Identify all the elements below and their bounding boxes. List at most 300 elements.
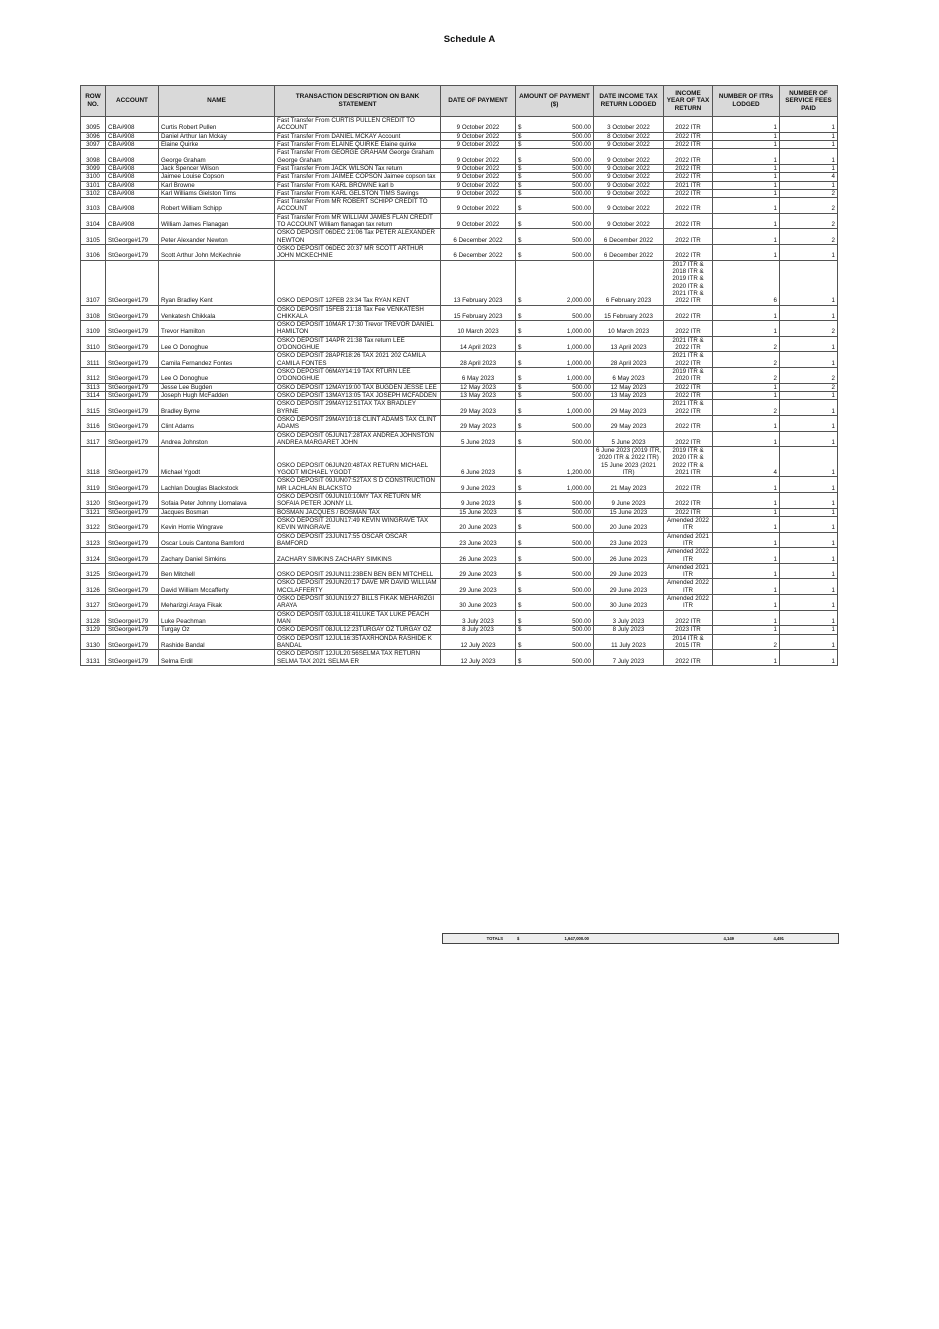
date-lodged-cell: 13 May 2023 bbox=[594, 391, 664, 399]
row-number-cell: 3103 bbox=[81, 198, 106, 214]
account-cell: StGeorge#179 bbox=[106, 305, 159, 321]
amount-value: 500.00 bbox=[572, 423, 591, 431]
currency-symbol: $ bbox=[518, 383, 522, 391]
amount-cell bbox=[516, 132, 594, 140]
income-year-cell: 2022 ITR bbox=[664, 149, 713, 165]
itrs-lodged-cell: 4 bbox=[713, 447, 780, 477]
description-cell: Fast Transfer From MR ROBERT SCHIPP CREDIT TO ACCOUNT bbox=[275, 198, 441, 214]
date-of-payment-cell: 12 May 2023 bbox=[441, 383, 516, 391]
name-cell: Oscar Louis Cantona Bamford bbox=[159, 532, 275, 548]
description-cell: OSKO DEPOSIT 29JUN20:17 DAVE MR DAVID WILLIAM MCCLAFFERTY bbox=[275, 579, 441, 595]
currency-symbol: $ bbox=[518, 602, 522, 610]
service-fees-cell: 1 bbox=[780, 493, 838, 509]
account-cell: StGeorge#179 bbox=[106, 447, 159, 477]
amount-cell bbox=[516, 400, 594, 416]
itrs-lodged-cell: 1 bbox=[713, 508, 780, 516]
service-fees-cell: 1 bbox=[780, 508, 838, 516]
row-number-cell: 3121 bbox=[81, 508, 106, 516]
currency-symbol: $ bbox=[518, 555, 522, 563]
income-year-cell: 2022 ITR bbox=[664, 140, 713, 148]
table-row bbox=[81, 305, 838, 321]
row-number-cell: 3125 bbox=[81, 563, 106, 579]
date-lodged-cell: 20 June 2023 bbox=[594, 516, 664, 532]
income-year-cell: 2022 ITR bbox=[664, 117, 713, 133]
table-row bbox=[81, 431, 838, 447]
date-lodged-cell: 9 October 2022 bbox=[594, 198, 664, 214]
date-of-payment-cell: 15 February 2023 bbox=[441, 305, 516, 321]
row-number-cell: 3113 bbox=[81, 383, 106, 391]
amount-value: 1,000.00 bbox=[566, 328, 591, 336]
amount-value: 500.00 bbox=[572, 539, 591, 547]
service-fees-cell: 1 bbox=[780, 516, 838, 532]
date-of-payment-cell: 9 October 2022 bbox=[441, 140, 516, 148]
amount-value: 1,000.00 bbox=[566, 375, 591, 383]
income-year-cell: Amended 2021 ITR bbox=[664, 563, 713, 579]
table-row bbox=[81, 213, 838, 229]
description-cell: OSKO DEPOSIT 23JUN17:55 OSCAR OSCAR BAMFORD bbox=[275, 532, 441, 548]
currency-symbol: $ bbox=[518, 132, 522, 140]
currency-symbol: $ bbox=[518, 539, 522, 547]
income-year-cell: 2021 ITR bbox=[664, 181, 713, 189]
account-cell: CBA#908 bbox=[106, 181, 159, 189]
description-cell: OSKO DEPOSIT 06DEC 21:06 Tax PETER ALEXANDER NEWTON bbox=[275, 229, 441, 245]
date-of-payment-cell: 28 April 2023 bbox=[441, 352, 516, 368]
totals-label: TOTALS bbox=[486, 936, 503, 941]
itrs-lodged-cell: 1 bbox=[713, 391, 780, 399]
row-number-cell: 3106 bbox=[81, 245, 106, 261]
name-cell: Peter Alexander Newton bbox=[159, 229, 275, 245]
date-of-payment-cell: 9 June 2023 bbox=[441, 493, 516, 509]
table-row bbox=[81, 181, 838, 189]
amount-value: 2,000.00 bbox=[566, 297, 591, 305]
row-number-cell: 3110 bbox=[81, 336, 106, 352]
amount-cell bbox=[516, 548, 594, 564]
amount-value: 500.00 bbox=[572, 124, 591, 132]
col-header-row-no[interactable]: ROW NO. bbox=[81, 86, 106, 117]
table-row bbox=[81, 532, 838, 548]
currency-symbol: $ bbox=[518, 181, 522, 189]
date-lodged-cell: 29 May 2023 bbox=[594, 415, 664, 431]
description-cell: OSKO DEPOSIT 28APR18:26 TAX 2021 202 CAMILA CAMILA FONTES bbox=[275, 352, 441, 368]
itrs-lodged-cell: 1 bbox=[713, 431, 780, 447]
amount-cell bbox=[516, 336, 594, 352]
description-cell: Fast Transfer From KARL GELSTON TIMS Savings bbox=[275, 189, 441, 197]
itrs-lodged-cell: 1 bbox=[713, 189, 780, 197]
row-number-cell: 3102 bbox=[81, 189, 106, 197]
table-row bbox=[81, 229, 838, 245]
row-number-cell: 3098 bbox=[81, 149, 106, 165]
service-fees-cell: 1 bbox=[780, 305, 838, 321]
description-cell: OSKO DEPOSIT 29MAY12:51TAX TAX BRADLEY BYRNE bbox=[275, 400, 441, 416]
amount-cell bbox=[516, 213, 594, 229]
currency-symbol: $ bbox=[518, 189, 522, 197]
row-number-cell: 3109 bbox=[81, 321, 106, 337]
date-lodged-cell: 26 June 2023 bbox=[594, 548, 664, 564]
account-cell: StGeorge#179 bbox=[106, 383, 159, 391]
name-cell: Venkatesh Chikkala bbox=[159, 305, 275, 321]
table-row bbox=[81, 579, 838, 595]
date-lodged-cell: 15 June 2023 bbox=[594, 508, 664, 516]
amount-cell bbox=[516, 650, 594, 666]
currency-symbol: $ bbox=[518, 524, 522, 532]
name-cell: Robert William Schipp bbox=[159, 198, 275, 214]
name-cell: Daniel Arthur Ian Mckay bbox=[159, 132, 275, 140]
table-row bbox=[81, 173, 838, 181]
currency-symbol: $ bbox=[518, 252, 522, 260]
income-year-cell: 2022 ITR bbox=[664, 321, 713, 337]
description-cell: OSKO DEPOSIT 30JUN19:27 BILLS FIKAK MEHARIZGI ARAYA bbox=[275, 595, 441, 611]
description-cell: OSKO DEPOSIT 06JUN20:48TAX RETURN MICHAEL YGODT MICHAEL YGODT bbox=[275, 447, 441, 477]
income-year-cell: 2019 ITR & 2020 ITR & 2022 ITR & 2021 ITR bbox=[664, 447, 713, 477]
row-number-cell: 3120 bbox=[81, 493, 106, 509]
income-year-cell: 2022 ITR bbox=[664, 173, 713, 181]
row-number-cell: 3124 bbox=[81, 548, 106, 564]
date-lodged-cell: 28 April 2023 bbox=[594, 352, 664, 368]
amount-cell bbox=[516, 181, 594, 189]
totals-bar bbox=[442, 933, 839, 944]
account-cell: StGeorge#179 bbox=[106, 415, 159, 431]
name-cell: Clint Adams bbox=[159, 415, 275, 431]
currency-symbol: $ bbox=[518, 508, 522, 516]
page-title: Schedule A bbox=[443, 34, 496, 45]
account-cell: StGeorge#179 bbox=[106, 431, 159, 447]
date-of-payment-cell: 20 June 2023 bbox=[441, 516, 516, 532]
description-cell: OSKO DEPOSIT 05JUN17:28TAX ANDREA JOHNSTON ANDREA MARGARET JOHN bbox=[275, 431, 441, 447]
col-header-description[interactable]: TRANSACTION DESCRIPTION ON BANK STATEMENT bbox=[275, 86, 441, 117]
row-number-cell: 3112 bbox=[81, 368, 106, 384]
date-of-payment-cell: 6 December 2022 bbox=[441, 229, 516, 245]
row-number-cell: 3127 bbox=[81, 595, 106, 611]
row-number-cell: 3114 bbox=[81, 391, 106, 399]
name-cell: Curtis Robert Pullen bbox=[159, 117, 275, 133]
service-fees-cell: 2 bbox=[780, 198, 838, 214]
col-header-number-fees[interactable]: NUMBER OF SERVICE FEES PAID bbox=[780, 86, 838, 117]
account-cell: StGeorge#179 bbox=[106, 229, 159, 245]
row-number-cell: 3128 bbox=[81, 610, 106, 626]
account-cell: CBA#908 bbox=[106, 117, 159, 133]
date-lodged-cell: 10 March 2023 bbox=[594, 321, 664, 337]
income-year-cell: Amended 2021 ITR bbox=[664, 532, 713, 548]
date-lodged-cell: 9 October 2022 bbox=[594, 173, 664, 181]
income-year-cell: 2021 ITR & 2022 ITR bbox=[664, 352, 713, 368]
name-cell: Jack Spencer Wilson bbox=[159, 164, 275, 172]
itrs-lodged-cell: 2 bbox=[713, 634, 780, 650]
description-cell: OSKO DEPOSIT 10MAR 17:30 Trevor TREVOR DANIEL HAMILTON bbox=[275, 321, 441, 337]
date-of-payment-cell: 9 June 2023 bbox=[441, 477, 516, 493]
itrs-lodged-cell: 1 bbox=[713, 595, 780, 611]
row-number-cell: 3118 bbox=[81, 447, 106, 477]
income-year-cell: Amended 2022 ITR bbox=[664, 595, 713, 611]
date-lodged-cell: 29 May 2023 bbox=[594, 400, 664, 416]
table-row bbox=[81, 321, 838, 337]
itrs-lodged-cell: 1 bbox=[713, 532, 780, 548]
itrs-lodged-cell: 1 bbox=[713, 245, 780, 261]
col-header-name[interactable]: NAME bbox=[159, 86, 275, 117]
itrs-lodged-cell: 1 bbox=[713, 140, 780, 148]
date-lodged-cell: 11 July 2023 bbox=[594, 634, 664, 650]
row-number-cell: 3131 bbox=[81, 650, 106, 666]
description-cell: Fast Transfer From ELAINE QUIRKE Elaine quirke bbox=[275, 140, 441, 148]
table-row bbox=[81, 548, 838, 564]
service-fees-cell: 1 bbox=[780, 563, 838, 579]
name-cell: Scott Arthur John McKechnie bbox=[159, 245, 275, 261]
itrs-lodged-cell: 1 bbox=[713, 149, 780, 165]
account-cell: StGeorge#179 bbox=[106, 579, 159, 595]
name-cell: Lee O Donoghue bbox=[159, 336, 275, 352]
service-fees-cell: 4 bbox=[780, 173, 838, 181]
account-cell: StGeorge#179 bbox=[106, 352, 159, 368]
itrs-lodged-cell: 2 bbox=[713, 352, 780, 368]
service-fees-cell: 2 bbox=[780, 368, 838, 384]
income-year-cell: 2022 ITR bbox=[664, 245, 713, 261]
service-fees-cell: 1 bbox=[780, 579, 838, 595]
itrs-lodged-cell: 1 bbox=[713, 198, 780, 214]
amount-cell bbox=[516, 383, 594, 391]
amount-value: 500.00 bbox=[572, 571, 591, 579]
account-cell: CBA#908 bbox=[106, 189, 159, 197]
income-year-cell: 2022 ITR bbox=[664, 650, 713, 666]
service-fees-cell: 1 bbox=[780, 415, 838, 431]
table-row bbox=[81, 634, 838, 650]
description-cell: OSKO DEPOSIT 12FEB 23:34 Tax RYAN KENT bbox=[275, 260, 441, 305]
date-of-payment-cell: 15 June 2023 bbox=[441, 508, 516, 516]
date-lodged-cell: 6 December 2022 bbox=[594, 245, 664, 261]
totals-currency: $ bbox=[517, 936, 520, 941]
amount-value: 1,000.00 bbox=[566, 359, 591, 367]
date-of-payment-cell: 29 May 2023 bbox=[441, 400, 516, 416]
service-fees-cell: 1 bbox=[780, 610, 838, 626]
itrs-lodged-cell: 1 bbox=[713, 650, 780, 666]
income-year-cell: 2022 ITR bbox=[664, 132, 713, 140]
amount-cell bbox=[516, 493, 594, 509]
amount-value: 500.00 bbox=[572, 657, 591, 665]
amount-value: 1,200.00 bbox=[566, 469, 591, 477]
income-year-cell: 2022 ITR bbox=[664, 493, 713, 509]
col-header-number-itrs[interactable]: NUMBER OF ITRs LODGED bbox=[713, 86, 780, 117]
table-header-row bbox=[81, 86, 838, 117]
income-year-cell: 2022 ITR bbox=[664, 198, 713, 214]
name-cell: Kevin Horrie Wingrave bbox=[159, 516, 275, 532]
currency-symbol: $ bbox=[518, 164, 522, 172]
amount-cell bbox=[516, 516, 594, 532]
row-number-cell: 3101 bbox=[81, 181, 106, 189]
service-fees-cell: 2 bbox=[780, 321, 838, 337]
itrs-lodged-cell: 1 bbox=[713, 213, 780, 229]
currency-symbol: $ bbox=[518, 344, 522, 352]
description-cell: Fast Transfer From KARL BROWNE karl b bbox=[275, 181, 441, 189]
itrs-lodged-cell: 1 bbox=[713, 493, 780, 509]
totals-itrs: 4,149 bbox=[723, 936, 734, 941]
row-number-cell: 3104 bbox=[81, 213, 106, 229]
date-lodged-cell: 9 June 2023 bbox=[594, 493, 664, 509]
account-cell: StGeorge#179 bbox=[106, 634, 159, 650]
currency-symbol: $ bbox=[518, 156, 522, 164]
col-header-amount[interactable]: AMOUNT OF PAYMENT ($) bbox=[516, 86, 594, 117]
name-cell: Michael Ygodt bbox=[159, 447, 275, 477]
description-cell: OSKO DEPOSIT 09JUN07:52TAX S D CONSTRUCTION MR LACHLAN BLACKSTO bbox=[275, 477, 441, 493]
description-cell: OSKO DEPOSIT 12JUL16:35TAXRHONDA RASHIDE K BANDAL bbox=[275, 634, 441, 650]
account-cell: StGeorge#179 bbox=[106, 532, 159, 548]
date-of-payment-cell: 9 October 2022 bbox=[441, 132, 516, 140]
amount-cell bbox=[516, 532, 594, 548]
income-year-cell: 2022 ITR bbox=[664, 305, 713, 321]
amount-value: 500.00 bbox=[572, 252, 591, 260]
service-fees-cell: 1 bbox=[780, 140, 838, 148]
currency-symbol: $ bbox=[518, 423, 522, 431]
income-year-cell: Amended 2022 ITR bbox=[664, 579, 713, 595]
currency-symbol: $ bbox=[518, 586, 522, 594]
name-cell: Zachary Daniel Simkins bbox=[159, 548, 275, 564]
amount-value: 500.00 bbox=[572, 555, 591, 563]
itrs-lodged-cell: 1 bbox=[713, 321, 780, 337]
date-lodged-cell: 9 October 2022 bbox=[594, 189, 664, 197]
name-cell: Selma Erdil bbox=[159, 650, 275, 666]
amount-cell bbox=[516, 508, 594, 516]
itrs-lodged-cell: 2 bbox=[713, 368, 780, 384]
amount-value: 500.00 bbox=[572, 221, 591, 229]
table-row bbox=[81, 595, 838, 611]
date-of-payment-cell: 8 July 2023 bbox=[441, 626, 516, 634]
description-cell: Fast Transfer From DANIEL MCKAY Account bbox=[275, 132, 441, 140]
amount-cell bbox=[516, 305, 594, 321]
service-fees-cell: 1 bbox=[780, 431, 838, 447]
currency-symbol: $ bbox=[518, 375, 522, 383]
amount-cell bbox=[516, 140, 594, 148]
amount-value: 1,000.00 bbox=[566, 344, 591, 352]
table-row bbox=[81, 626, 838, 634]
account-cell: StGeorge#179 bbox=[106, 595, 159, 611]
description-cell: OSKO DEPOSIT 09JUN10:10MY TAX RETURN MR SOFAIA PETER JONNY LL bbox=[275, 493, 441, 509]
description-cell: Fast Transfer From GEORGE GRAHAM George Graham George Graham bbox=[275, 149, 441, 165]
itrs-lodged-cell: 1 bbox=[713, 477, 780, 493]
itrs-lodged-cell: 1 bbox=[713, 415, 780, 431]
itrs-lodged-cell: 1 bbox=[713, 626, 780, 634]
account-cell: CBA#908 bbox=[106, 132, 159, 140]
currency-symbol: $ bbox=[518, 500, 522, 508]
table-row bbox=[81, 149, 838, 165]
date-of-payment-cell: 9 October 2022 bbox=[441, 149, 516, 165]
amount-cell bbox=[516, 164, 594, 172]
currency-symbol: $ bbox=[518, 124, 522, 132]
income-year-cell: 2021 ITR & 2022 ITR bbox=[664, 336, 713, 352]
table-row bbox=[81, 415, 838, 431]
table-row bbox=[81, 117, 838, 133]
date-lodged-cell: 8 October 2022 bbox=[594, 132, 664, 140]
row-number-cell: 3129 bbox=[81, 626, 106, 634]
amount-value: 500.00 bbox=[572, 626, 591, 634]
name-cell: Ben Mitchell bbox=[159, 563, 275, 579]
currency-symbol: $ bbox=[518, 484, 522, 492]
amount-value: 500.00 bbox=[572, 189, 591, 197]
currency-symbol: $ bbox=[518, 236, 522, 244]
service-fees-cell: 1 bbox=[780, 626, 838, 634]
income-year-cell: 2022 ITR bbox=[664, 508, 713, 516]
date-of-payment-cell: 29 May 2023 bbox=[441, 415, 516, 431]
service-fees-cell: 2 bbox=[780, 213, 838, 229]
amount-value: 500.00 bbox=[572, 586, 591, 594]
description-cell: OSKO DEPOSIT 14APR 21:38 Tax return LEE O'DONOGHUE bbox=[275, 336, 441, 352]
description-cell: OSKO DEPOSIT 06DEC 20:37 MR SCOTT ARTHUR JOHN MCKECHNIE bbox=[275, 245, 441, 261]
date-of-payment-cell: 26 June 2023 bbox=[441, 548, 516, 564]
itrs-lodged-cell: 1 bbox=[713, 229, 780, 245]
currency-symbol: $ bbox=[518, 205, 522, 213]
itrs-lodged-cell: 2 bbox=[713, 400, 780, 416]
col-header-date-of-payment[interactable]: DATE OF PAYMENT bbox=[441, 86, 516, 117]
amount-cell bbox=[516, 579, 594, 595]
currency-symbol: $ bbox=[518, 312, 522, 320]
date-of-payment-cell: 9 October 2022 bbox=[441, 213, 516, 229]
col-header-date-lodged[interactable]: DATE INCOME TAX RETURN LODGED bbox=[594, 86, 664, 117]
col-header-account[interactable]: ACCOUNT bbox=[106, 86, 159, 117]
income-year-cell: 2014 ITR & 2015 ITR bbox=[664, 634, 713, 650]
amount-value: 500.00 bbox=[572, 164, 591, 172]
account-cell: CBA#908 bbox=[106, 173, 159, 181]
amount-value: 500.00 bbox=[572, 140, 591, 148]
account-cell: StGeorge#179 bbox=[106, 260, 159, 305]
income-year-cell: Amended 2022 ITR bbox=[664, 548, 713, 564]
itrs-lodged-cell: 1 bbox=[713, 173, 780, 181]
itrs-lodged-cell: 2 bbox=[713, 336, 780, 352]
service-fees-cell: 1 bbox=[780, 181, 838, 189]
date-lodged-cell: 30 June 2023 bbox=[594, 595, 664, 611]
amount-value: 500.00 bbox=[572, 181, 591, 189]
row-number-cell: 3117 bbox=[81, 431, 106, 447]
name-cell: Camila Fernandez Fontes bbox=[159, 352, 275, 368]
date-of-payment-cell: 9 October 2022 bbox=[441, 164, 516, 172]
amount-cell bbox=[516, 260, 594, 305]
table-row bbox=[81, 400, 838, 416]
date-lodged-cell: 9 October 2022 bbox=[594, 140, 664, 148]
table-row bbox=[81, 508, 838, 516]
name-cell: Luke Peachman bbox=[159, 610, 275, 626]
currency-symbol: $ bbox=[518, 391, 522, 399]
date-of-payment-cell: 9 October 2022 bbox=[441, 189, 516, 197]
description-cell: OSKO DEPOSIT 20JUN17:49 KEVIN WINGRAVE TAX KEVIN WINGRAVE bbox=[275, 516, 441, 532]
service-fees-cell: 1 bbox=[780, 477, 838, 493]
account-cell: StGeorge#179 bbox=[106, 493, 159, 509]
table-row bbox=[81, 198, 838, 214]
description-cell: OSKO DEPOSIT 03JUL18:41LUKE TAX LUKE PEACH MAN bbox=[275, 610, 441, 626]
date-of-payment-cell: 14 April 2023 bbox=[441, 336, 516, 352]
account-cell: CBA#908 bbox=[106, 164, 159, 172]
table-row bbox=[81, 610, 838, 626]
account-cell: StGeorge#179 bbox=[106, 508, 159, 516]
name-cell: Bradley Byrne bbox=[159, 400, 275, 416]
row-number-cell: 3100 bbox=[81, 173, 106, 181]
income-year-cell: 2017 ITR & 2018 ITR & 2019 ITR & 2020 ITR & 2021 ITR & 2022 ITR bbox=[664, 260, 713, 305]
date-of-payment-cell: 12 July 2023 bbox=[441, 634, 516, 650]
service-fees-cell: 1 bbox=[780, 245, 838, 261]
date-lodged-cell: 9 October 2022 bbox=[594, 149, 664, 165]
description-cell: OSKO DEPOSIT 06MAY14:19 TAX RTURN LEE O'DONOGHUE bbox=[275, 368, 441, 384]
table-row bbox=[81, 189, 838, 197]
name-cell: Sofaia Peter Johnny Llomalava bbox=[159, 493, 275, 509]
date-of-payment-cell: 9 October 2022 bbox=[441, 198, 516, 214]
amount-cell bbox=[516, 634, 594, 650]
table-row bbox=[81, 493, 838, 509]
table-row bbox=[81, 132, 838, 140]
service-fees-cell: 2 bbox=[780, 383, 838, 391]
date-lodged-cell: 5 June 2023 bbox=[594, 431, 664, 447]
service-fees-cell: 1 bbox=[780, 447, 838, 477]
itrs-lodged-cell: 1 bbox=[713, 181, 780, 189]
income-year-cell: 2022 ITR bbox=[664, 391, 713, 399]
date-of-payment-cell: 12 July 2023 bbox=[441, 650, 516, 666]
date-of-payment-cell: 13 May 2023 bbox=[441, 391, 516, 399]
col-header-income-year[interactable]: INCOME YEAR OF TAX RETURN bbox=[664, 86, 713, 117]
currency-symbol: $ bbox=[518, 297, 522, 305]
income-year-cell: 2022 ITR bbox=[664, 213, 713, 229]
